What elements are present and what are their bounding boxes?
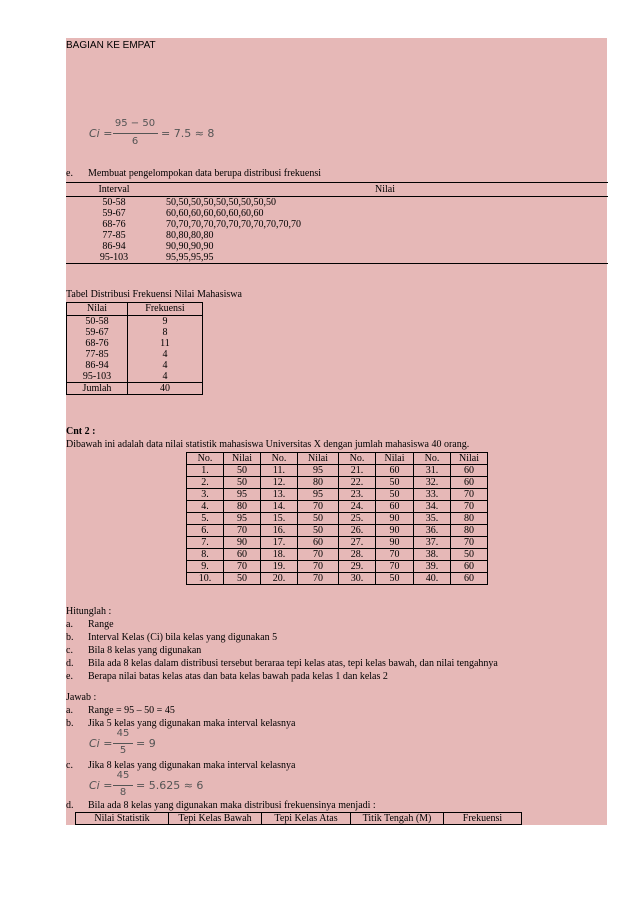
table-header: Titik Tengah (M) (351, 813, 444, 825)
table-row (187, 525, 488, 537)
cnt2-intro: Dibawah ini adalah data nilai statistik mahasiswa Universitas X dengan jumlah mahasiswa 40 orang. (66, 439, 470, 450)
table-cell: 31. (414, 465, 451, 477)
table-header: Nilai (375, 184, 395, 195)
table-header: Nilai (298, 453, 339, 465)
table-header: Nilai (451, 453, 488, 465)
table-cell: 95 (298, 465, 339, 477)
class-distribution-table (75, 812, 522, 825)
section-header: BAGIAN KE EMPAT (66, 40, 156, 51)
table-cell: 24. (339, 501, 376, 513)
table-row (66, 208, 608, 219)
table-cell: 23. (339, 489, 376, 501)
table-cell: 17. (261, 537, 298, 549)
table-cell: 60 (376, 465, 414, 477)
formula-c-rhs: = 5.625 ≈ 6 (136, 779, 204, 792)
table-row (66, 230, 608, 241)
table-cell: 50,50,50,50,50,50,50,50,50 (166, 197, 276, 208)
table-cell: 39. (414, 561, 451, 573)
table-cell: 70 (376, 561, 414, 573)
table-row (187, 561, 488, 573)
table-cell: 16. (261, 525, 298, 537)
table-header: Nilai (376, 453, 414, 465)
table-row (187, 501, 488, 513)
answer-text: Jika 8 kelas yang digunakan maka interval kelasnya (88, 760, 296, 771)
table-row (67, 349, 203, 360)
table-cell: 90 (376, 513, 414, 525)
table-cell: 32. (414, 477, 451, 489)
table-cell: 60 (451, 477, 488, 489)
table-cell: 70 (298, 501, 339, 513)
table-cell: Jumlah (67, 383, 128, 395)
table-cell: 86-94 (67, 360, 128, 371)
table-cell: 20. (261, 573, 298, 585)
formula-c-numerator: 45 (116, 770, 130, 781)
table-cell: 4 (128, 371, 203, 383)
table-cell: 3. (187, 489, 224, 501)
table-row (67, 327, 203, 338)
item-e-marker: e. (66, 168, 73, 179)
table-cell: 70,70,70,70,70,70,70,70,70,70,70 (166, 219, 301, 230)
table-cell: 11 (128, 338, 203, 349)
question-text: Bila 8 kelas yang digunakan (88, 645, 202, 656)
table-cell: 38. (414, 549, 451, 561)
table-cell: 70 (224, 561, 261, 573)
table-cell: 95-103 (99, 252, 129, 263)
table-cell: 77-85 (102, 230, 126, 241)
table-header: Nilai (224, 453, 261, 465)
table-cell: 95 (224, 489, 261, 501)
table-header-row (76, 813, 522, 825)
table-cell: 25. (339, 513, 376, 525)
table-cell: 50 (298, 525, 339, 537)
formula-top-fraction-bar (113, 133, 158, 134)
table-cell: 60,60,60,60,60,60,60,60 (166, 208, 264, 219)
table-cell: 27. (339, 537, 376, 549)
table-cell: 70 (298, 561, 339, 573)
table-cell: 1. (187, 465, 224, 477)
answer-marker: a. (66, 705, 73, 716)
table-header-row (66, 183, 608, 197)
table-cell: 22. (339, 477, 376, 489)
table-cell: 50 (224, 465, 261, 477)
table-total-row (67, 383, 203, 395)
table-cell: 60 (376, 501, 414, 513)
table-cell: 12. (261, 477, 298, 489)
table-row (67, 360, 203, 371)
question-text: Bila ada 8 kelas dalam distribusi tersebut beraraa tepi kelas atas, tepi kelas bawah, dan nilai tengahnya (88, 658, 498, 669)
table-cell: 50 (224, 477, 261, 489)
table-cell: 95,95,95,95 (166, 252, 214, 263)
table-cell: 90 (376, 525, 414, 537)
table-cell: 50 (451, 549, 488, 561)
table-cell: 26. (339, 525, 376, 537)
table-cell: 80,80,80,80 (166, 230, 214, 241)
table-cell: 4 (128, 349, 203, 360)
answer-text: Jika 5 kelas yang digunakan maka interval kelasnya (88, 718, 296, 729)
formula-b-numerator: 45 (116, 728, 130, 739)
table-cell: 40 (128, 383, 203, 395)
question-text: Berapa nilai batas kelas atas dan bata kelas bawah pada kelas 1 dan kelas 2 (88, 671, 388, 682)
question-marker: c. (66, 645, 73, 656)
table-header: Tepi Kelas Atas (262, 813, 351, 825)
formula-c-lhs: Ci = (89, 779, 113, 792)
table-cell: 35. (414, 513, 451, 525)
table-row (187, 477, 488, 489)
table-cell: 70 (451, 501, 488, 513)
table-cell: 8 (128, 327, 203, 338)
table-row (187, 537, 488, 549)
formula-b-lhs: Ci = (89, 737, 113, 750)
table-row (187, 549, 488, 561)
table-cell: 19. (261, 561, 298, 573)
table-cell: 60 (451, 573, 488, 585)
formula-top-numerator: 95 − 50 (114, 118, 156, 129)
table-cell: 80 (451, 513, 488, 525)
table-row (187, 513, 488, 525)
answer-marker: b. (66, 718, 74, 729)
table-cell: 95 (224, 513, 261, 525)
interval-values-table (66, 182, 608, 264)
table-cell: 50 (376, 573, 414, 585)
table-cell: 33. (414, 489, 451, 501)
table-row (67, 316, 203, 328)
table-header: Interval (98, 184, 130, 195)
table-row (66, 241, 608, 252)
table-cell: 70 (451, 489, 488, 501)
table-cell: 60 (298, 537, 339, 549)
table-cell: 50 (298, 513, 339, 525)
table-cell: 80 (451, 525, 488, 537)
hitunglah-title: Hitunglah : (66, 606, 112, 617)
table-cell: 70 (376, 549, 414, 561)
table-cell: 4. (187, 501, 224, 513)
table-header-row (67, 303, 203, 316)
table-cell: 95-103 (67, 371, 128, 383)
table-cell: 90 (376, 537, 414, 549)
student-scores-table (186, 452, 488, 585)
table-cell: 50-58 (102, 197, 126, 208)
answer-marker: c. (66, 760, 73, 771)
table-cell: 86-94 (102, 241, 126, 252)
table-cell: 2. (187, 477, 224, 489)
table-cell: 8. (187, 549, 224, 561)
table-row (187, 465, 488, 477)
table-header-row (187, 453, 488, 465)
formula-b-denominator: 5 (119, 745, 127, 756)
table-cell: 9. (187, 561, 224, 573)
table-header: Nilai Statistik (76, 813, 169, 825)
table-header: Tepi Kelas Bawah (169, 813, 262, 825)
jawab-title: Jawab : (66, 692, 97, 703)
table-cell: 5. (187, 513, 224, 525)
table-cell: 68-76 (102, 219, 126, 230)
table-cell: 80 (224, 501, 261, 513)
table-row (67, 338, 203, 349)
table-cell: 50-58 (67, 316, 128, 328)
table-cell: 13. (261, 489, 298, 501)
formula-c-denominator: 8 (119, 787, 127, 798)
table-cell: 34. (414, 501, 451, 513)
table-cell: 59-67 (67, 327, 128, 338)
table-cell: 90 (224, 537, 261, 549)
table-cell: 9 (128, 316, 203, 328)
answer-marker: d. (66, 800, 74, 811)
cnt2-title: Cnt 2 : (66, 426, 96, 437)
table-cell: 50 (376, 477, 414, 489)
question-marker: e. (66, 671, 73, 682)
formula-top-denominator: 6 (131, 136, 139, 147)
table-cell: 36. (414, 525, 451, 537)
table-cell: 28. (339, 549, 376, 561)
table-cell: 50 (224, 573, 261, 585)
table-cell: 60 (451, 561, 488, 573)
table-header: No. (414, 453, 451, 465)
table-row (187, 573, 488, 585)
question-text: Interval Kelas (Ci) bila kelas yang digunakan 5 (88, 632, 278, 643)
question-marker: a. (66, 619, 73, 630)
table-header: No. (339, 453, 376, 465)
table-cell: 11. (261, 465, 298, 477)
table-cell: 18. (261, 549, 298, 561)
table-cell: 30. (339, 573, 376, 585)
question-marker: b. (66, 632, 74, 643)
formula-c-fraction-bar (113, 785, 133, 786)
formula-top-rhs: = 7.5 ≈ 8 (161, 127, 215, 140)
answer-text: Bila ada 8 kelas yang digunakan maka distribusi frekuensinya menjadi : (88, 800, 376, 811)
table-cell: 40. (414, 573, 451, 585)
table-cell: 77-85 (67, 349, 128, 360)
table-row (66, 252, 608, 264)
question-text: Range (88, 619, 114, 630)
frequency-table (66, 302, 203, 395)
table-header: Frekuensi (444, 813, 522, 825)
item-e-text: Membuat pengelompokan data berupa distribusi frekuensi (88, 168, 321, 179)
table-cell: 14. (261, 501, 298, 513)
table2-title: Tabel Distribusi Frekuensi Nilai Mahasiswa (66, 289, 242, 300)
answer-text: Range = 95 – 50 = 45 (88, 705, 175, 716)
table-row (67, 371, 203, 383)
table-cell: 6. (187, 525, 224, 537)
table-cell: 59-67 (102, 208, 126, 219)
table-cell: 7. (187, 537, 224, 549)
table-row (66, 219, 608, 230)
table-header: Nilai (67, 303, 128, 316)
table-cell: 70 (298, 573, 339, 585)
table-cell: 29. (339, 561, 376, 573)
question-marker: d. (66, 658, 74, 669)
table-cell: 90,90,90,90 (166, 241, 214, 252)
table-row (66, 197, 608, 209)
formula-b-fraction-bar (113, 743, 133, 744)
table-row (187, 489, 488, 501)
table-cell: 70 (451, 537, 488, 549)
table-cell: 95 (298, 489, 339, 501)
formula-b-rhs: = 9 (136, 737, 156, 750)
table-cell: 10. (187, 573, 224, 585)
table-cell: 60 (224, 549, 261, 561)
formula-top-lhs: Ci = (89, 127, 113, 140)
table-cell: 70 (298, 549, 339, 561)
table-cell: 50 (376, 489, 414, 501)
table-cell: 21. (339, 465, 376, 477)
table-cell: 68-76 (67, 338, 128, 349)
table-cell: 37. (414, 537, 451, 549)
table-cell: 15. (261, 513, 298, 525)
table-cell: 70 (224, 525, 261, 537)
table-cell: 80 (298, 477, 339, 489)
table-header: No. (261, 453, 298, 465)
table-header: No. (187, 453, 224, 465)
table-cell: 60 (451, 465, 488, 477)
table-header: Frekuensi (128, 303, 203, 316)
table-cell: 4 (128, 360, 203, 371)
